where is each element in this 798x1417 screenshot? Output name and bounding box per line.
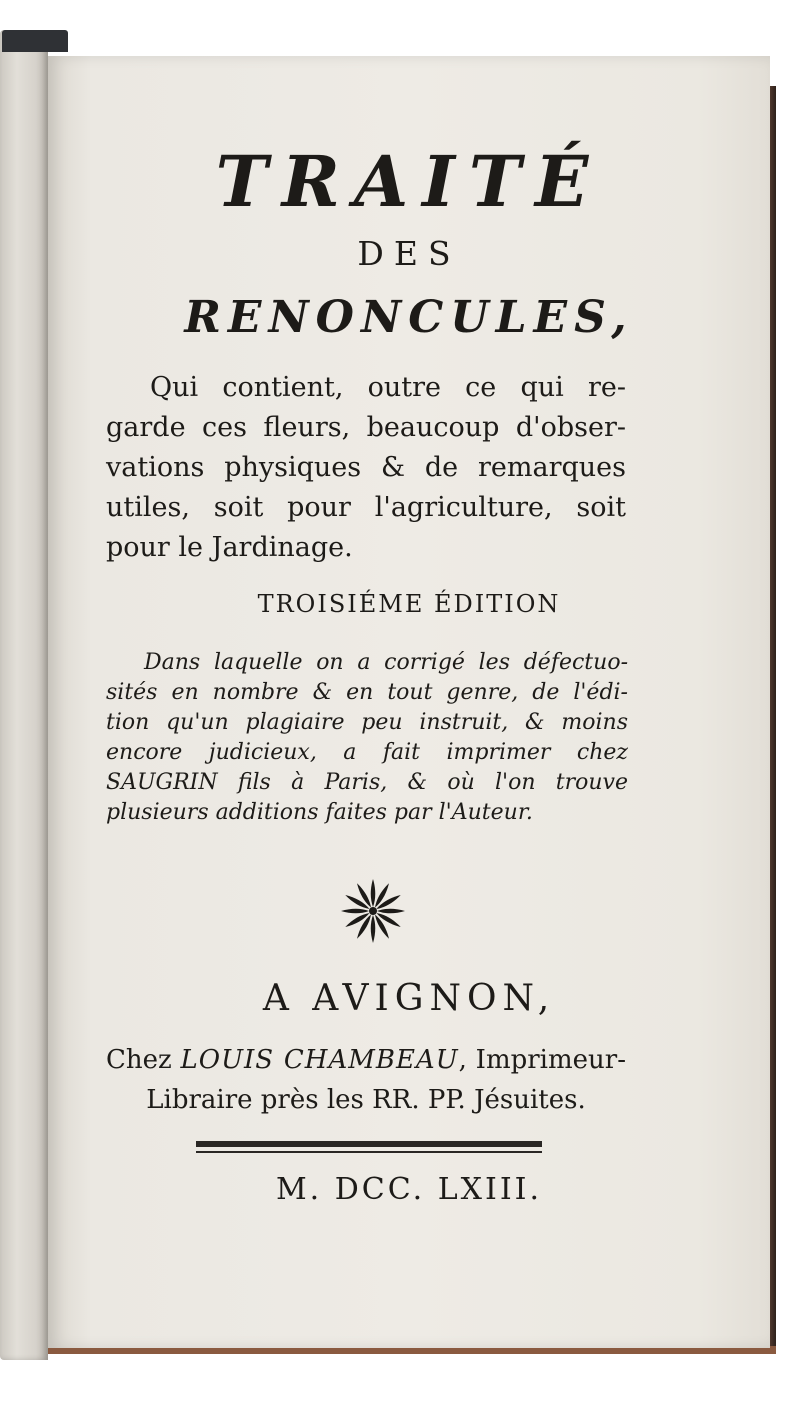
title-connector: DES <box>357 234 461 273</box>
imprint-place: A AVIGNON, <box>262 978 556 1019</box>
edition-heading: TROISIÉME ÉDITION <box>257 590 561 618</box>
imprint-year: M. DCC. LXIII. <box>275 1172 543 1207</box>
description-line: Qui contient, outre ce qui re- <box>150 372 626 403</box>
description-block <box>106 368 626 568</box>
fleuron-ornament-icon <box>338 876 408 946</box>
printer-suffix: , Imprimeur- <box>458 1045 626 1075</box>
edition-note-line: sités en nombre & en tout genre, de l'édi- <box>106 680 628 705</box>
rule-thin-line <box>196 1151 542 1153</box>
printer-block <box>106 1040 626 1120</box>
description-line: utiles, soit pour l'agriculture, soit <box>106 492 626 523</box>
edition-note-line: Dans laquelle on a corrigé les défectuo- <box>144 650 628 675</box>
printer-prefix: Chez <box>106 1045 181 1075</box>
book-spine-edge <box>0 30 48 1360</box>
description-line: pour le Jardinage. <box>106 532 353 563</box>
printer-line: Libraire près les RR. PP. Jésuites. <box>146 1085 586 1115</box>
printer-line <box>106 1040 626 1080</box>
edition-note-block <box>106 648 628 828</box>
edition-note-line: plusieurs additions faites par l'Auteur. <box>106 800 533 825</box>
book-spine-cap <box>2 30 68 52</box>
description-line: garde ces fleurs, beaucoup d'obser- <box>106 412 626 443</box>
edition-note-line: SAUGRIN fils à Paris, & où l'on trouve <box>106 770 628 795</box>
book-subject: RENONCULES, <box>184 292 634 343</box>
title-page <box>48 56 770 1348</box>
decorative-rule <box>196 1141 542 1155</box>
description-line: vations physiques & de remarques <box>106 452 626 483</box>
edition-note-line: encore judicieux, a fait imprimer chez <box>106 740 628 765</box>
book-title: TRAITÉ <box>215 140 603 223</box>
edition-note-line: tion qu'un plagiaire peu instruit, & moins <box>106 710 628 735</box>
rule-thick-line <box>196 1141 542 1147</box>
printer-name: LOUIS CHAMBEAU <box>180 1045 459 1075</box>
